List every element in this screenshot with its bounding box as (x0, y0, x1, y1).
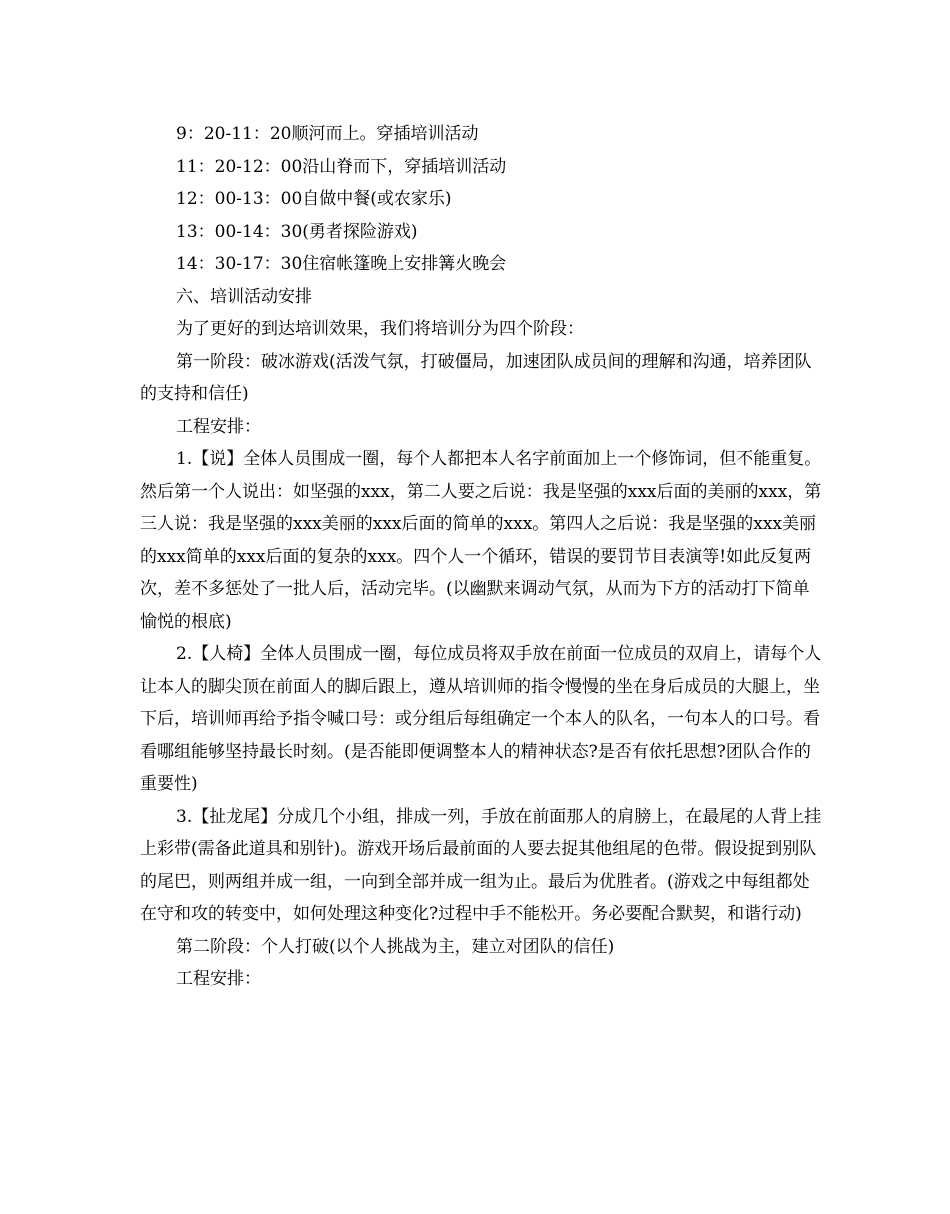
schedule-line-4: 13：00-14：30(勇者探险游戏) (176, 221, 418, 242)
document-body (140, 118, 826, 996)
schedule-line-3: 12：00-13：00自做中餐(或农家乐) (176, 189, 452, 209)
activity-paragraph-3: 3.【扯龙尾】分成几个小组，排成一列，手放在前面那人的肩膀上，在最尾的人背上挂上彩带(需备此道具和别针)。游戏开场后最前面的人要去捉其他组尾的色带。假设捉到别队的尾巴，则两组并成一组，一向到全部并成一组为止。最后为优胜者。(游戏之中每组都处在守和攻的转变中，如何处理这种变化?过程中手不能松开。务必要配合默契，和谐行动) (140, 806, 822, 924)
schedule-line-5: 14：30-17：30住宿帐篷晚上安排篝火晚会 (176, 254, 507, 274)
project-arrangement-label-2: 工程安排： (176, 969, 261, 989)
activity-paragraph-1: 1.【说】全体人员围成一圈，每个人都把本人名字前面加上一个修饰词，但不能重复。然后第一个人说出：如坚强的xxx，第二人要之后说：我是坚强的xxx后面的美丽的xxx，第三人说：我是坚强的xxx美丽的xxx后面的简单的xxx。第四人之后说：我是坚强的xxx美丽的xxx简单的xxx后面的复杂的xxx。四个人一个循环，错误的要罚节目表演等!如此反复两次，差不多惩处了一批人后，活动完毕。(以幽默来调动气氛，从而为下方的活动打下简单愉悦的根底) (140, 449, 822, 632)
schedule-line-1: 9：20-11：20顺河而上。穿插培训活动 (176, 124, 479, 144)
stage-one-paragraph: 第一阶段：破冰游戏(活泼气氛，打破僵局，加速团队成员间的理解和沟通，培养团队的支持和信任) (140, 351, 812, 404)
stage-two-paragraph: 第二阶段：个人打破(以个人挑战为主，建立对团队的信任) (176, 936, 615, 957)
section-heading: 六、培训活动安排 (176, 286, 312, 307)
intro-paragraph: 为了更好的到达培训效果，我们将培训分为四个阶段： (176, 319, 584, 339)
schedule-line-2: 11：20-12：00沿山脊而下，穿插培训活动 (176, 156, 507, 177)
project-arrangement-label: 工程安排： (176, 416, 261, 437)
activity-paragraph-2: 2.【人椅】全体人员围成一圈，每位成员将双手放在前面一位成员的双肩上，请每个人让本人的脚尖顶在前面人的脚后跟上，遵从培训师的指令慢慢的坐在身后成员的大腿上，坐下后，培训师再给予指令喊口号：或分组后每组确定一个本人的队名，一句本人的口号。看看哪组能够坚持最长时刻。(是否能即便调整本人的精神状态?是否有依托思想?团队合作的重要性) (140, 644, 822, 794)
